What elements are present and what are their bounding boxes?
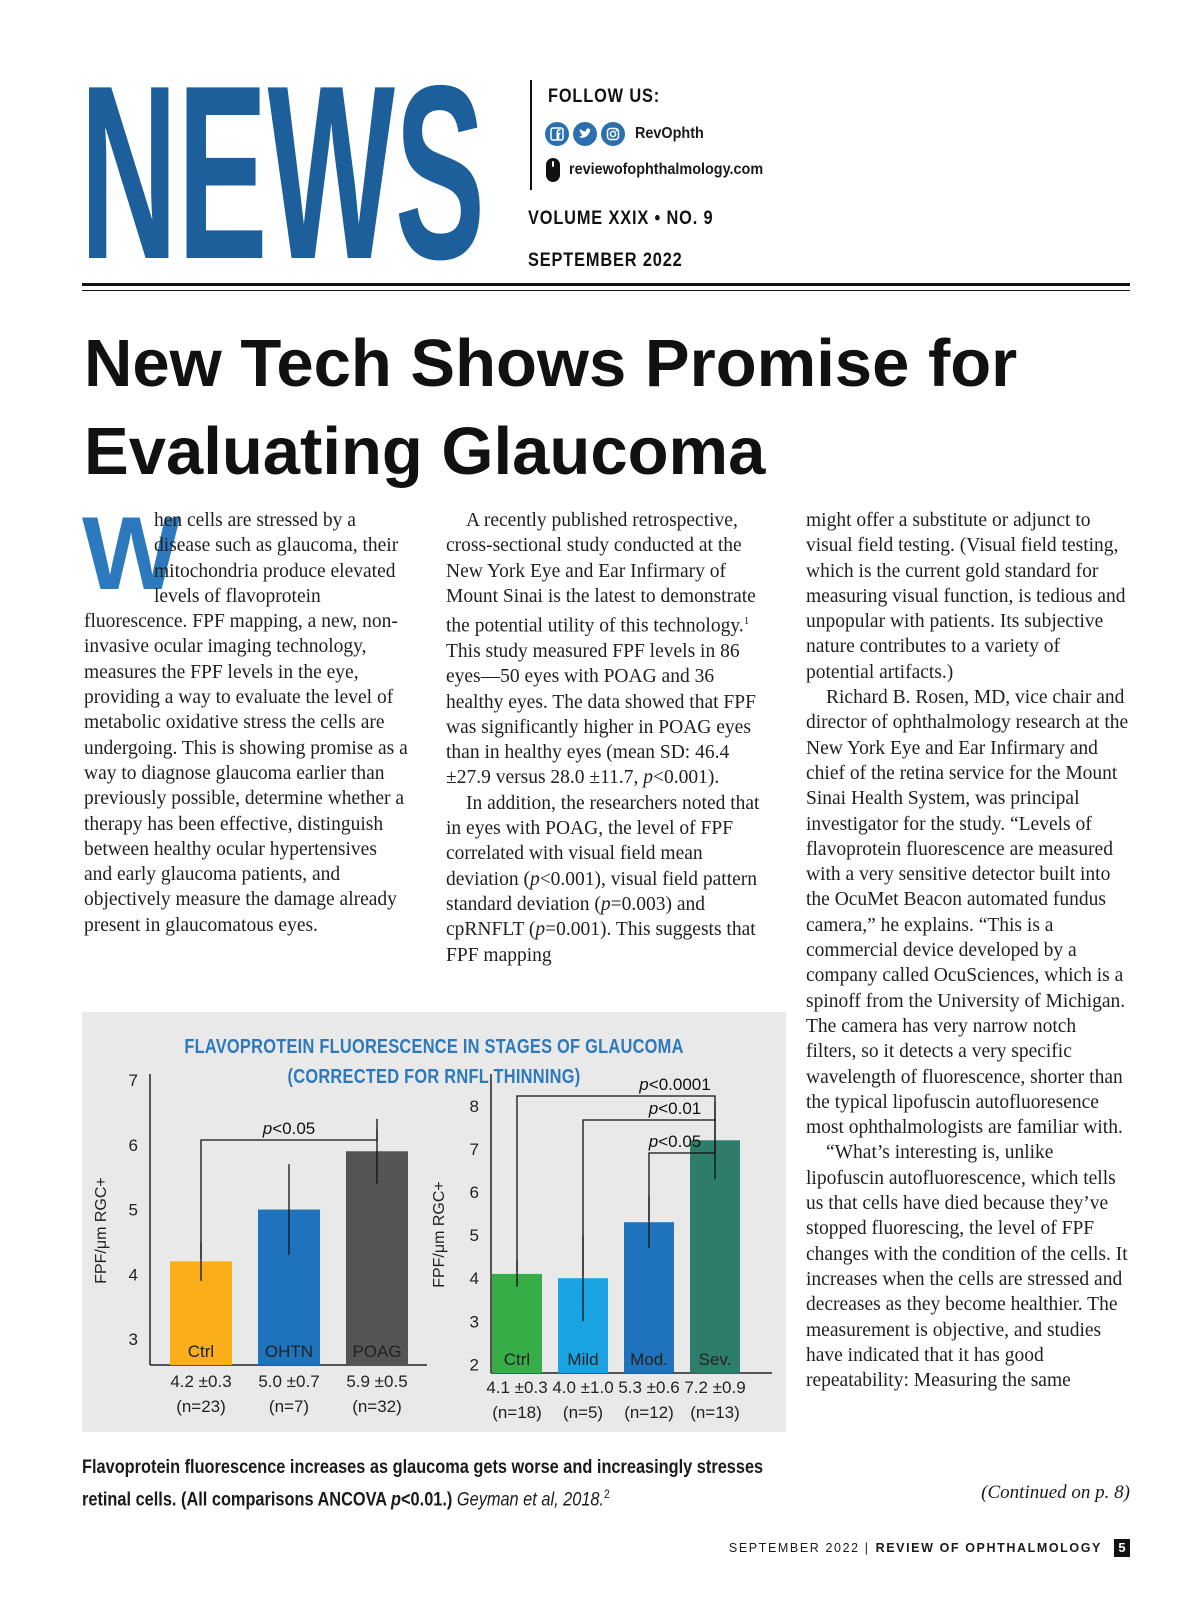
website-url[interactable]: reviewofophthalmology.com — [569, 161, 764, 178]
bar-n-label: (n=5) — [562, 1403, 604, 1422]
masthead-divider — [530, 80, 532, 190]
y-tick-label: 8 — [469, 1096, 479, 1116]
bar-charts — [82, 1012, 786, 1432]
drop-cap: W — [82, 496, 181, 612]
facebook-icon[interactable] — [545, 122, 569, 146]
news-logo — [80, 58, 500, 268]
news-logo-text: NEWS — [80, 58, 485, 268]
y-tick-label: 5 — [128, 1200, 138, 1220]
footer-publication: REVIEW OF OPHTHALMOLOGY — [875, 1541, 1102, 1555]
issue-date: SEPTEMBER 2022 — [528, 250, 683, 271]
chart-panel — [82, 1012, 786, 1432]
y-tick-label: 5 — [469, 1226, 479, 1246]
bar-n-label: (n=12) — [624, 1403, 674, 1422]
bar-value-label: 4.2 ±0.3 — [170, 1372, 232, 1391]
masthead-rule-thin — [82, 290, 1130, 291]
paragraph: A recently published retrospective, cross-sectional study conducted at the New York Eye and Ear Infirmary of Mount Sinai is the latest to demonstrate the potential utility of this technology.$^1$ This study measured FPF levels in 86 eyes—50 eyes with POAG and 36 healthy eyes. The data showed that FPF was significantly higher in POAG eyes than in healthy eyes (mean SD: 46.4 ±27.9 versus 28.0 ±11.7, p<0.001). — [446, 510, 756, 789]
bar-category-label: Sev. — [698, 1350, 732, 1369]
social-links — [545, 120, 711, 148]
bar-category-label: Ctrl — [187, 1342, 215, 1361]
significance-label: p<0.0001 — [639, 1075, 711, 1094]
paragraph: Richard B. Rosen, MD, vice chair and director of ophthalmology research at the New York Eye and Ear Infirmary and chief of the retina service for the Mount Sinai Health System, was principal investigator for the study. “Levels of flavoprotein fluorescence are measured with a very sensitive detector built into the OcuMet Beacon automated fundus camera,” he explains. “This is a commercial device developed by a company called OcuSciences, which is a spinoff from the University of Michigan. The camera has very narrow notch filters, so it detects a very specific wavelength of fluorescence, shorter than the typical lipofuscin autofluoresence most ophthalmologists are familiar with. — [806, 687, 1129, 1139]
follow-us-label: FOLLOW US: — [548, 86, 661, 107]
bar-category-label: Mod. — [630, 1350, 668, 1369]
footer-date: SEPTEMBER 2022 | — [728, 1541, 870, 1555]
bar-category-label: POAG — [352, 1342, 402, 1361]
instagram-icon[interactable] — [601, 122, 625, 146]
bar-value-label: 4.0 ±1.0 — [552, 1378, 614, 1397]
significance-bracket — [517, 1096, 715, 1272]
bar-n-label: (n=23) — [176, 1397, 226, 1416]
significance-label: p<0.05 — [648, 1132, 702, 1151]
bar-value-label: 4.1 ±0.3 — [486, 1378, 548, 1397]
volume-number: VOLUME XXIX • NO. 9 — [528, 208, 714, 229]
article-headline — [84, 320, 1124, 496]
y-tick-label: 3 — [128, 1330, 138, 1350]
y-tick-label: 4 — [469, 1269, 479, 1289]
chart-subtitle-line: (CORRECTED FOR RNFL THINNING) — [287, 1066, 581, 1088]
y-tick-label: 2 — [469, 1355, 479, 1375]
bar-category-label: Ctrl — [503, 1350, 531, 1369]
chart-caption: Flavoprotein fluorescence increases as glaucoma gets worse and increasingly stresses retinal cells. (All comparisons ANCOVA p<0.01.) Geyman et al, 2018.$^2$ — [82, 1457, 764, 1511]
article-column-1 — [82, 496, 409, 938]
bar-value-label: 7.2 ±0.9 — [684, 1378, 746, 1397]
y-tick-label: 3 — [469, 1312, 479, 1332]
paragraph: In addition, the researchers noted that in eyes with POAG, the level of FPF correlated with visual field mean deviation (p<0.001), visual field pattern standard deviation (p=0.003) and cpRNFLT (p=0.001). This suggests that FPF mapping — [446, 792, 760, 966]
significance-label: p<0.05 — [262, 1119, 316, 1138]
paragraph: might offer a substitute or adjunct to visual field testing. (Visual field testing, which is the current gold standard for measuring visual function, is tedious and unpopular with patients. Its subjective nature contributes to a variety of potential artifacts.) — [806, 510, 1126, 683]
bar-category-label: OHTN — [264, 1342, 314, 1361]
page-footer — [700, 1538, 1130, 1558]
y-tick-label: 7 — [128, 1071, 138, 1090]
article-column-2 — [446, 508, 771, 968]
y-axis-title: FPF/μm RGC+ — [93, 1177, 110, 1284]
bar-n-label: (n=7) — [268, 1397, 310, 1416]
continued-note[interactable]: (Continued on p. 8) — [981, 1482, 1130, 1503]
bar-value-label: 5.0 ±0.7 — [258, 1372, 320, 1391]
headline-line-2: Evaluating Glaucoma — [84, 414, 766, 489]
y-axis-title: FPF/μm RGC+ — [431, 1181, 448, 1288]
social-handle[interactable]: RevOphth — [635, 125, 704, 142]
bar-value-label: 5.9 ±0.5 — [346, 1372, 408, 1391]
mouse-icon — [545, 157, 561, 183]
masthead-rule-thick — [82, 283, 1130, 286]
article-column-3 — [806, 508, 1131, 1393]
paragraph: hen cells are stressed by a disease such as glaucoma, their mitochondria produce elevated levels of flavoprotein fluorescence. FPF mapping, a new, non-invasive ocular imaging technology, measures the FPF levels in the eye, providing a way to evaluate the level of metabolic oxidative stress the cells are undergoing. This is showing promise as a way to diagnose glaucoma earlier than previously possible, determine whether a therapy has been effective, distinguish between healthy ocular hypertensives and early glaucoma patients, and objectively measure the damage already present in glaucomatous eyes. — [84, 510, 408, 936]
headline-line-1: New Tech Shows Promise for — [84, 326, 1018, 401]
y-tick-label: 6 — [128, 1135, 138, 1155]
website-link[interactable] — [545, 156, 785, 184]
chart-title-line: FLAVOPROTEIN FLUORESCENCE IN STAGES OF GLAUCOMA — [184, 1036, 684, 1058]
bar-n-label: (n=32) — [352, 1397, 402, 1416]
significance-label: p<0.01 — [648, 1099, 702, 1118]
paragraph: “What’s interesting is, unlike lipofuscin autofluorescence, which tells us that cells have died because they’ve stopped fluorescing, the level of FPF changes with the condition of the cells. It increases when the cells are stressed and decreases as they become healthier. The measurement is objective, and studies have indicated that it has good repeatability: Measuring the same — [806, 1142, 1128, 1392]
y-tick-label: 6 — [469, 1183, 479, 1203]
page-number: 5 — [1114, 1539, 1130, 1557]
twitter-icon[interactable] — [573, 122, 597, 146]
bar-n-label: (n=13) — [690, 1403, 740, 1422]
bar-category-label: Mild — [567, 1350, 599, 1369]
reference-1: 1 — [743, 615, 750, 628]
y-tick-label: 4 — [128, 1265, 138, 1285]
bar-value-label: 5.3 ±0.6 — [618, 1378, 680, 1397]
bar-n-label: (n=18) — [492, 1403, 542, 1422]
y-tick-label: 7 — [469, 1139, 479, 1159]
